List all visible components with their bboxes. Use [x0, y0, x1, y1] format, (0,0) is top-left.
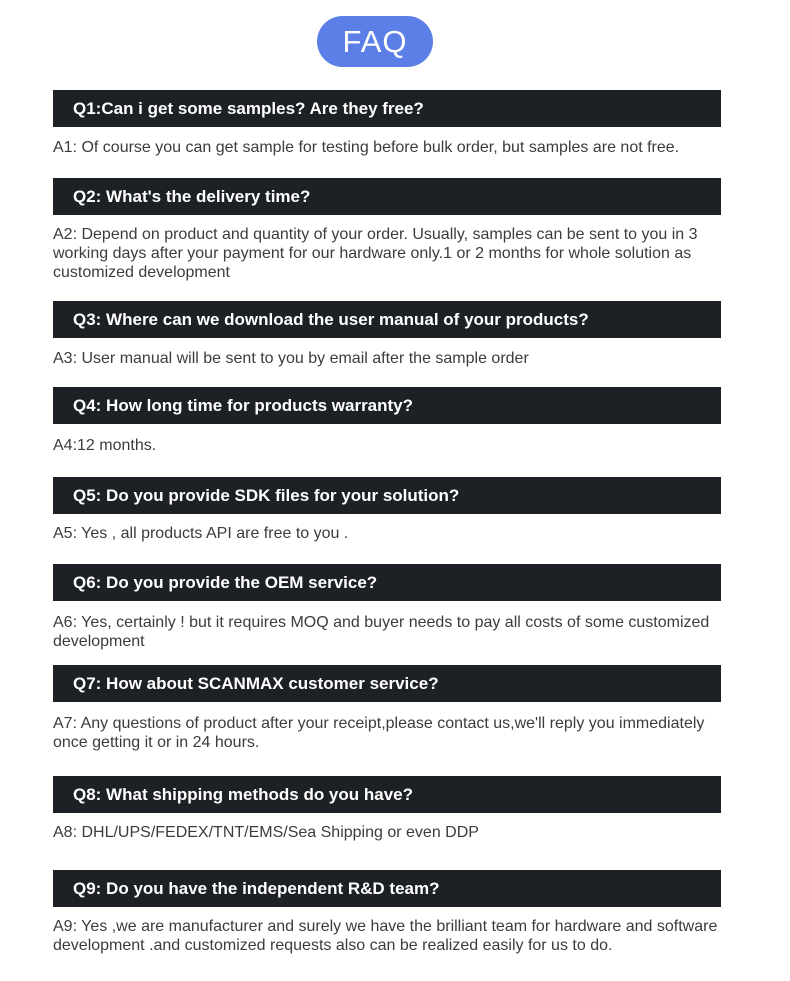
faq-title-badge: FAQ	[317, 16, 433, 67]
faq-question-8: Q8: What shipping methods do you have?	[53, 776, 721, 813]
faq-question-7: Q7: How about SCANMAX customer service?	[53, 665, 721, 702]
faq-answer-2: A2: Depend on product and quantity of your order. Usually, samples can be sent to you in 3 working days after your payment for our hardware only.1 or 2 months for whole solution as customized development	[53, 226, 698, 281]
faq-answer-5: A5: Yes , all products API are free to you .	[53, 525, 349, 542]
faq-question-6: Q6: Do you provide the OEM service?	[53, 564, 721, 601]
faq-question-5: Q5: Do you provide SDK files for your solution?	[53, 477, 721, 514]
faq-question-3: Q3: Where can we download the user manual of your products?	[53, 301, 721, 338]
faq-answer-6: A6: Yes, certainly ! but it requires MOQ and buyer needs to pay all costs of some customized development	[53, 614, 710, 650]
faq-answer-8: A8: DHL/UPS/FEDEX/TNT/EMS/Sea Shipping or even DDP	[53, 824, 479, 841]
faq-answer-7: A7: Any questions of product after your receipt,please contact us,we'll reply you immediately once getting it or in 24 hours.	[53, 715, 705, 751]
faq-question-1: Q1:Can i get some samples? Are they free?	[53, 90, 721, 127]
faq-answer-3: A3: User manual will be sent to you by email after the sample order	[53, 350, 529, 367]
faq-question-4: Q4: How long time for products warranty?	[53, 387, 721, 424]
faq-answer-4: A4:12 months.	[53, 437, 157, 454]
faq-question-9: Q9: Do you have the independent R&D team?	[53, 870, 721, 907]
faq-question-2: Q2: What's the delivery time?	[53, 178, 721, 215]
faq-answer-1: A1: Of course you can get sample for testing before bulk order, but samples are not free.	[53, 139, 680, 156]
faq-answer-9: A9: Yes ,we are manufacturer and surely we have the brilliant team for hardware and software development .and customized requests also can be realized easily for us to do.	[53, 918, 718, 954]
